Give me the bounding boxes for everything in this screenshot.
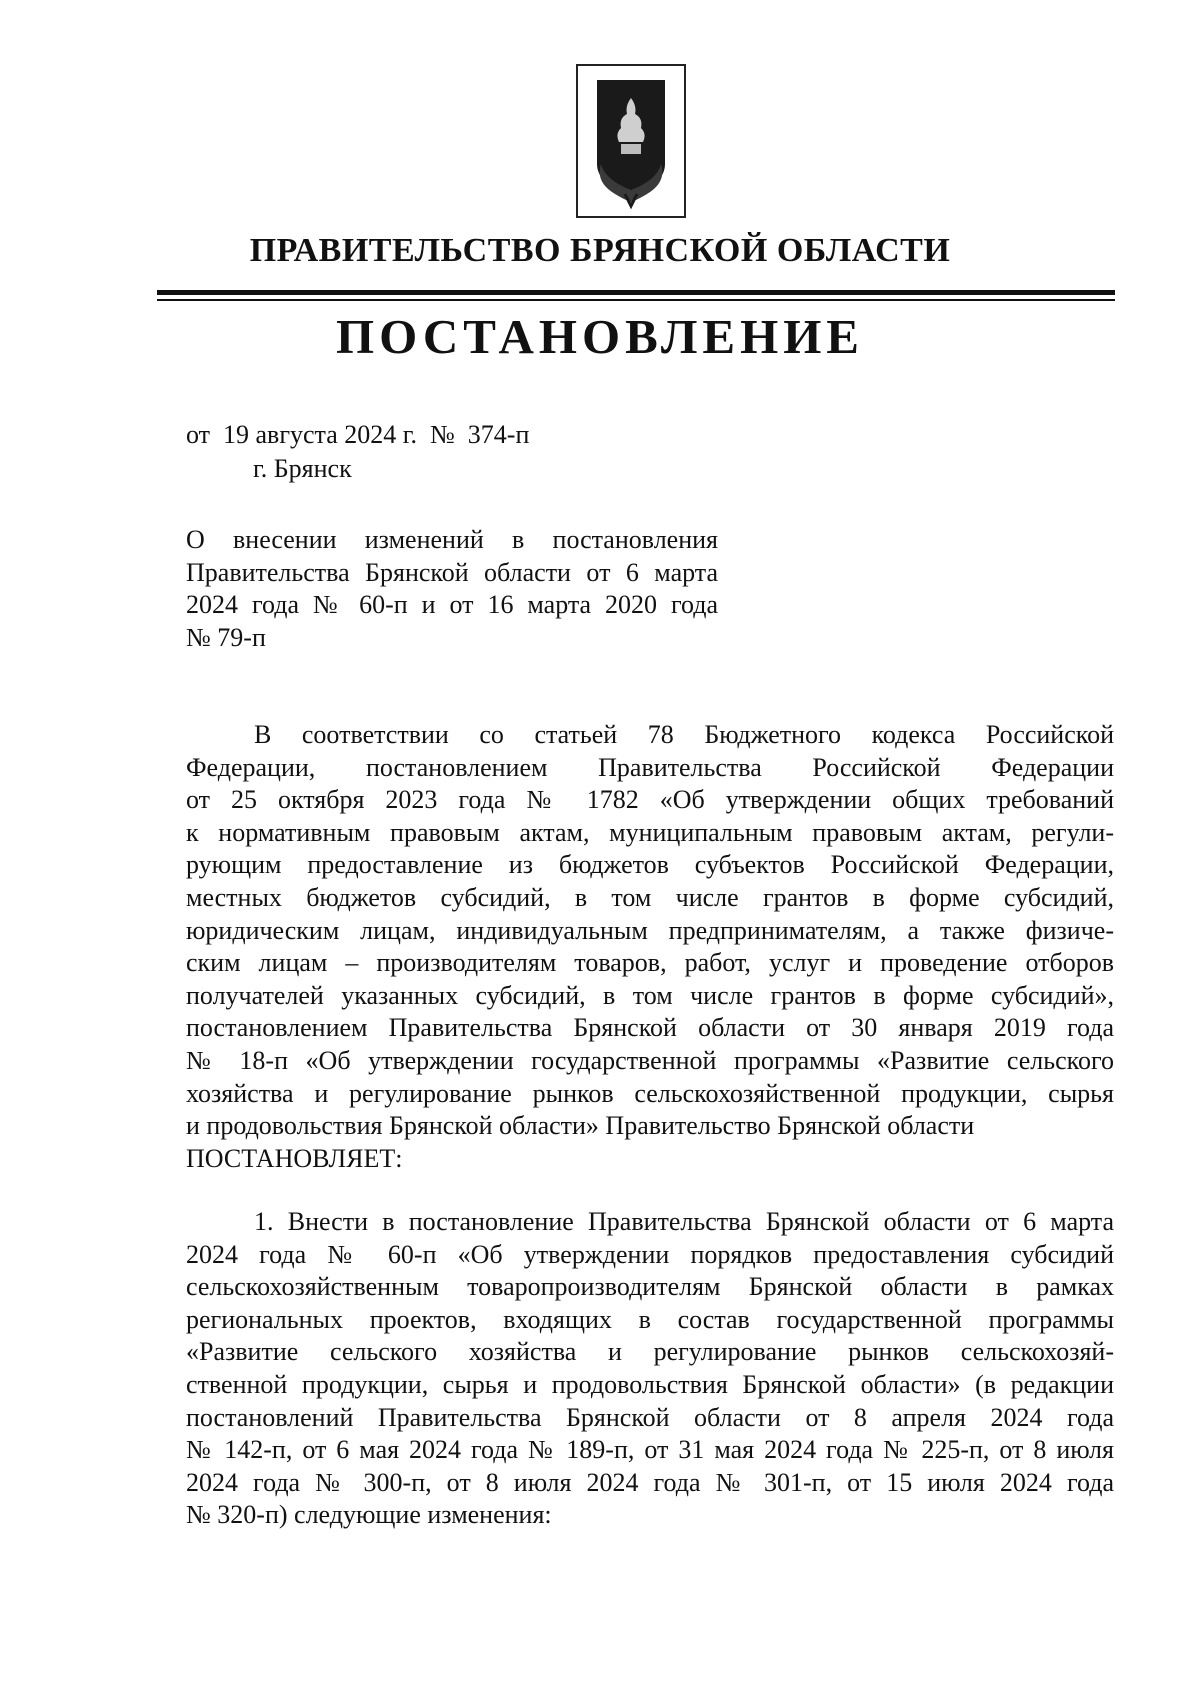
text-line: ским лицам – производителям товаров, работ, услуг и проведение отборов [186, 948, 1114, 978]
text-line: от 25 октября 2023 года № 1782 «Об утверждении общих требований [186, 785, 1114, 815]
text-line: постановлением Правительства Брянской области от 30 января 2019 года [186, 1013, 1114, 1043]
coat-of-arms-emblem [576, 64, 686, 218]
document-date-number: от 19 августа 2024 г. № 374-п [186, 420, 530, 449]
subject-line: № 79-п [186, 622, 266, 652]
document-city: г. Брянск [253, 454, 352, 483]
text-line: Федерации, постановлением Правительства Российской Федерации [186, 752, 1114, 782]
text-line: № 18-п «Об утверждении государственной программы «Развитие сельского [186, 1045, 1114, 1075]
text-line: местных бюджетов субсидий, в том числе грантов в форме субсидий, [186, 882, 1114, 912]
subject-line: Правительства Брянской области от 6 марта [186, 557, 718, 587]
government-title: ПРАВИТЕЛЬСТВО БРЯНСКОЙ ОБЛАСТИ [249, 232, 951, 269]
clause-1-paragraph [186, 1206, 1114, 1532]
text-line: постановлений Правительства Брянской области от 8 апреля 2024 года [186, 1402, 1114, 1432]
text-line: № 320-п) следующие изменения: [186, 1500, 552, 1530]
text-line: получателей указанных субсидий, в том числе грантов в форме субсидий», [186, 980, 1114, 1010]
header-divider-thin [157, 299, 1115, 301]
text-line: «Развитие сельского хозяйства и регулирование рынков сельскохозяй- [186, 1337, 1114, 1367]
text-line: В соответствии со статьей 78 Бюджетного кодекса Российской [254, 720, 1114, 749]
text-line: сельскохозяйственным товаропроизводителям Брянской области в рамках [186, 1272, 1114, 1302]
text-line: к нормативным правовым актам, муниципальным правовым актам, регули- [186, 817, 1114, 847]
text-line: 2024 года № 300-п, от 8 июля 2024 года № 301-п, от 15 июля 2024 года [186, 1467, 1114, 1497]
subject-line: О внесении изменений в постановления [186, 525, 718, 554]
header-divider-thick [157, 290, 1115, 295]
text-line: рующим предоставление из бюджетов субъектов Российской Федерации, [186, 850, 1114, 880]
text-line: 2024 года № 60-п «Об утверждении порядков предоставления субсидий [186, 1239, 1114, 1269]
coat-of-arms-icon [585, 72, 677, 210]
preamble-paragraph [186, 719, 1114, 1175]
text-line: юридическим лицам, индивидуальным предпринимателям, а также физиче- [186, 915, 1114, 945]
document-type-title: ПОСТАНОВЛЕНИЕ [336, 309, 864, 364]
subject-line: 2024 года № 60-п и от 16 марта 2020 года [186, 590, 718, 619]
resolves-keyword: ПОСТАНОВЛЯЕТ: [186, 1143, 403, 1173]
text-line: 1. Внести в постановление Правительства Брянской области от 6 марта [254, 1207, 1114, 1236]
document-subject [186, 524, 718, 654]
text-line: № 142-п, от 6 мая 2024 года № 189-п, от 31 мая 2024 года № 225-п, от 8 июля [186, 1435, 1114, 1465]
text-line: ственной продукции, сырья и продовольствия Брянской области» (в редакции [186, 1369, 1114, 1399]
text-line: хозяйства и регулирование рынков сельскохозяйственной продукции, сырья [186, 1078, 1114, 1108]
text-line: региональных проектов, входящих в состав государственной программы [186, 1304, 1114, 1334]
text-line: и продовольствия Брянской области» Правительство Брянской области [186, 1111, 975, 1141]
